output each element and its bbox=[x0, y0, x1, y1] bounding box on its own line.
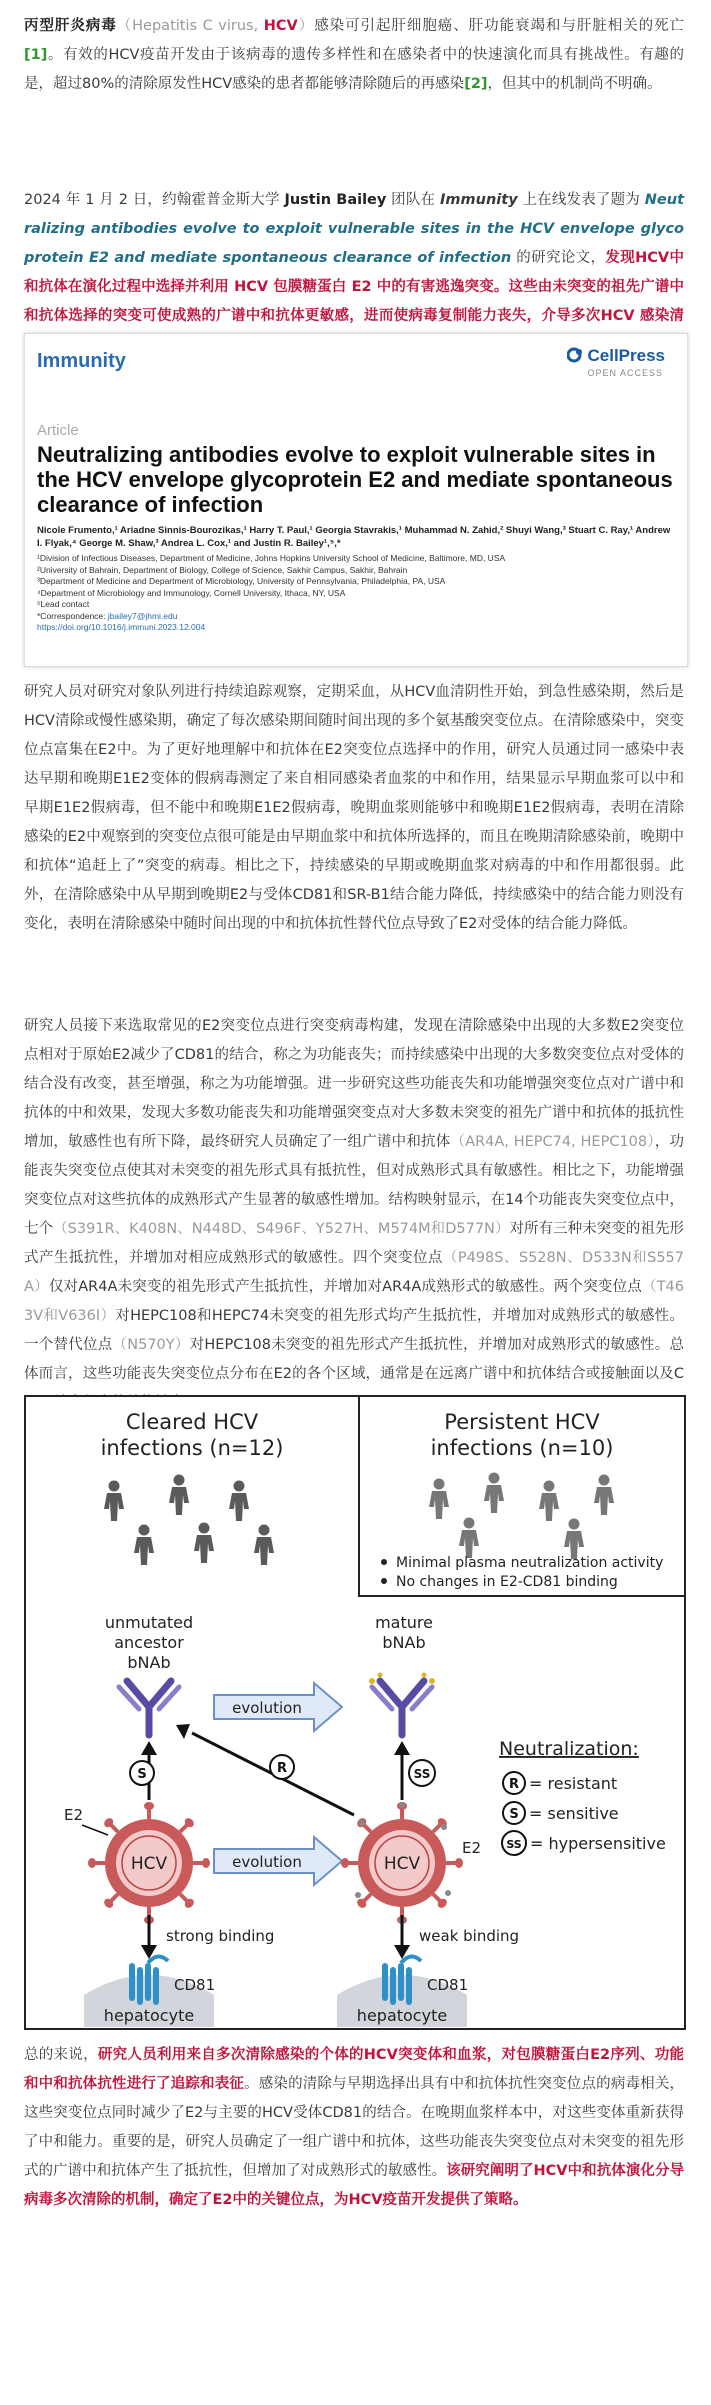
hcv-label-right: HCV bbox=[383, 1854, 421, 1874]
bullet-2: No changes in E2-CD81 binding bbox=[396, 1574, 618, 1590]
correspondence-email[interactable]: jbailey7@jhmi.edu bbox=[107, 610, 178, 621]
persistent-title-1: Persistent HCV bbox=[444, 1410, 600, 1434]
p4-text-3: 对所有三种未突变的祖先形式产生抵抗性，并增加对相应成熟形式的敏感性。四个突变位点 bbox=[24, 1221, 685, 1266]
affiliation-1: ¹Division of Infectious Diseases, Department of Medicine, Johns Hopkins University School of Medicine, Baltimore, MD, USA bbox=[37, 553, 506, 563]
conclusion-text-2: 。感染的清除与早期选择出具有中和抗体抗性突变位点的病毒相关，这些突变位点同时减少了E2与主要的HCV受体CD81的结合。在晚期血浆样本中，对这些变体重新获得了中和能力。重要的是，研究人员确定了一组广谱中和抗体，这些功能丧失突变位点对未突变的祖先形式的广谱中和抗体产生了抵抗性，但增加了对成熟形式的敏感性。 bbox=[24, 2076, 685, 2179]
news-journal: Immunity bbox=[440, 192, 518, 208]
p4-text-6: 对HEPC108未突变的祖先形式产生抵抗性，并增加对成熟形式的敏感性。总体而言，这些功能丧失突变位点分布在E2的各个区域，通常是在远离广谱中和抗体结合或接触面以及C bbox=[24, 1337, 684, 1382]
intro-text-2: 。有效的HCV疫苗开发由于该病毒的遗传多样性和在感染者中的快速演化而具有挑战性。有趣的是，超过80%的清除原发性HCV感染的患者都能够清除随后的再感染 bbox=[24, 47, 684, 92]
legend-r-text: = resistant bbox=[529, 1774, 618, 1793]
mature-label-1: mature bbox=[375, 1613, 433, 1632]
hepatocyte-label-left: hepatocyte bbox=[103, 2006, 195, 2025]
p4-antibodies: （AR4A, HEPC74, HEPC108） bbox=[450, 1134, 655, 1150]
news-text-3: 上在线发表了题为 bbox=[517, 192, 645, 208]
article-card bbox=[24, 333, 688, 667]
news-text-4: 的研究论文， bbox=[511, 250, 606, 266]
legend-ss-text: = hypersensitive bbox=[530, 1834, 666, 1853]
ref-1[interactable]: [1] bbox=[24, 47, 48, 63]
legend-s-letter: S bbox=[509, 1807, 519, 1822]
news-author: Justin Bailey bbox=[284, 192, 387, 208]
conclusion-highlight-2: 该研究阐明了HCV中和抗体演化分导病毒多次清除的机制，确定了E2中的关键位点，为HCV疫苗开发提供了策略。 bbox=[24, 2163, 684, 2208]
p4-sites-7: （S391R、K408N、N448D、S496F、Y527H、M574M和D577N） bbox=[53, 1221, 510, 1237]
article-type: Article bbox=[37, 422, 79, 439]
unmutated-label-2: ancestor bbox=[114, 1633, 184, 1652]
term-hcv-cn: 丙型肝炎病毒 bbox=[24, 18, 117, 34]
affiliation-4: ⁴Department of Microbiology and Immunology, Cornell University, Ithaca, NY, USA bbox=[37, 587, 346, 598]
conclusion-highlight-1: 研究人员利用来自多次清除感染的个体的HCV突变体和血浆，对包膜糖蛋白E2序列、功能和中和抗体抗性进行了追踪和表征 bbox=[24, 2047, 684, 2092]
affiliation-3: ³Department of Medicine and Department of Microbiology, University of Pennsylvania, Philadelphia, PA, USA bbox=[37, 576, 446, 586]
affiliation-6 bbox=[37, 611, 677, 623]
strong-binding-label: strong binding bbox=[166, 1927, 275, 1945]
legend-ss-letter: SS bbox=[506, 1838, 522, 1851]
article-doi[interactable]: https://doi.org/10.1016/j.immuni.2023.12.004 bbox=[37, 622, 206, 632]
publisher-logo bbox=[567, 346, 666, 366]
article-title: Neutralizing antibodies evolve to exploit vulnerable sites in the HCV envelope glycoprotein E2 and mediate spontaneous clearance of infection bbox=[37, 442, 673, 517]
open-access-label: OPEN ACCESS bbox=[587, 368, 663, 378]
hepatocyte-label-right: hepatocyte bbox=[356, 2006, 448, 2025]
news-paper-title: Neutralizing antibodies evolve to exploit vulnerable sites in the HCV envelope glycoprotein E2 and mediate spontaneous clearance of infection bbox=[24, 192, 685, 266]
p4-text-2: ，功能丧失突变位点使其对未突变的祖先形式具有抵抗性，但对成熟形式具有敏感性。相比之下，功能增强突变位点对这些抗体的成熟形式产生显著的敏感性增加。结构映射显示，在14个功能丧失突变位点中，七个 bbox=[24, 1134, 685, 1237]
intro-text-1: 感染可引起肝细胞癌、肝功能衰竭和与肝脏相关的死亡 bbox=[314, 18, 685, 34]
e2-label-left: E2 bbox=[64, 1806, 84, 1824]
ref-2[interactable]: [2] bbox=[464, 76, 488, 92]
cleared-title-2: infections (n=12) bbox=[100, 1436, 284, 1460]
hcv-virus-left bbox=[88, 1802, 210, 1924]
paragraph-4 bbox=[24, 1012, 684, 1418]
r-badge-label: R bbox=[276, 1761, 288, 1776]
conclusion-paragraph bbox=[24, 2041, 684, 2215]
legend-s-text: = sensitive bbox=[529, 1804, 619, 1823]
cd81-label-left: CD81 bbox=[174, 1976, 216, 1994]
weak-binding-label: weak binding bbox=[419, 1927, 520, 1945]
p4-text-1: 研究人员接下来选取常见的E2突变位点进行突变病毒构建，发现在清除感染中出现的大多数E2突变位点相对于原始E2减少了CD81的结合，称之为功能丧失；而持续感染中出现的大多数突变位点对受体的结合没有改变，甚至增强，称之为功能增强。进一步研究这些功能丧失和功能增强突变位点对广谱中和抗体的中和效果，发现大多数功能丧失和功能增强突变点对大多数未突变的祖先广谱中和抗体的抵抗性增加，敏感性也有所下降，最终研究人员确定了一组广谱中和抗体 bbox=[24, 1018, 684, 1150]
affiliation-2: ²University of Bahrain, Department of Biology, College of Science, Sakhir Campus, Sakhir, Bahrain bbox=[37, 564, 408, 575]
evolution-label-top: evolution bbox=[232, 1699, 302, 1717]
journal-logo: Immunity bbox=[37, 350, 126, 372]
conclusion-text-1: 总的来说， bbox=[24, 2047, 98, 2063]
mature-label-2: bNAb bbox=[382, 1633, 426, 1652]
correspondence-label: *Correspondence: bbox=[37, 610, 108, 621]
s-badge-label: S bbox=[137, 1767, 147, 1782]
cd81-label-right: CD81 bbox=[427, 1976, 469, 1994]
news-text-1: 2024 年 1 月 2 日，约翰霍普金斯大学 bbox=[24, 192, 285, 208]
p4-sites-1: （N570Y） bbox=[112, 1337, 190, 1353]
evolution-label-bottom: evolution bbox=[232, 1853, 302, 1871]
news-highlight: 发现HCV中和抗体在演化过程中选择并利用 HCV 包膜糖蛋白 E2 中的有害逃逸突变。这些由未突变的祖先广谱中和抗体选择的突变可使成熟的广谱中和抗体更敏感，进而使病毒复制能力丧失，介导多次HCV 感染清 bbox=[24, 250, 685, 324]
term-en-open: （Hepatitis C virus, bbox=[116, 18, 264, 34]
ss-badge-label: SS bbox=[413, 1767, 431, 1781]
article-authors: Nicole Frumento,¹ Ariadne Sinnis-Bourozikas,¹ Harry T. Paul,¹ Georgia Stavrakis,¹ Muhammad N. Zahid,² Shuyi Wang,³ Stuart C. Ray,¹ Andrew I. Flyak,⁴ George M. Shaw,³ Andrea L. Cox,¹ and Justin R. Bailey¹,⁵,* bbox=[37, 525, 671, 549]
cleared-title-1: Cleared HCV bbox=[125, 1410, 259, 1434]
e2-label-right: E2 bbox=[462, 1839, 482, 1857]
neutralization-legend-title: Neutralization: bbox=[499, 1738, 639, 1760]
publisher-name: CellPress bbox=[587, 346, 665, 365]
article-affiliations bbox=[37, 553, 677, 634]
hcv-virus-right bbox=[341, 1802, 463, 1924]
p4-text-4: 仅对AR4A未突变的祖先形式产生抵抗性，并增加对AR4A成熟形式的敏感性。两个突变位点 bbox=[48, 1279, 642, 1295]
affiliation-5: ⁵Lead contact bbox=[37, 599, 90, 609]
bullet-1: Minimal plasma neutralization activity bbox=[396, 1555, 664, 1571]
legend-r-letter: R bbox=[508, 1777, 520, 1792]
hcv-label-left: HCV bbox=[130, 1854, 168, 1874]
unmutated-label-1: unmutated bbox=[104, 1613, 194, 1632]
p4-text-5: 对HEPC108和HEPC74未突变的祖先形式均产生抵抗性，并增加对成熟形式的敏感性。一个替代位点 bbox=[24, 1308, 684, 1353]
intro-text-3: ，但其中的机制尚不明确。 bbox=[487, 76, 662, 92]
p4-sites-2: （T463V和V636I） bbox=[24, 1279, 685, 1324]
intro-paragraph bbox=[24, 12, 684, 99]
news-text-2: 团队在 bbox=[386, 192, 441, 208]
persistent-title-2: infections (n=10) bbox=[430, 1436, 614, 1460]
bullet-dot-2 bbox=[381, 1578, 387, 1584]
graphical-abstract bbox=[24, 1395, 686, 2030]
p4-sites-4: （P498S、S528N、D533N和S557A） bbox=[24, 1250, 685, 1295]
cellpress-icon bbox=[567, 347, 585, 363]
unmutated-label-3: bNAb bbox=[127, 1653, 171, 1672]
term-en-close: ） bbox=[297, 18, 315, 34]
term-abbr: HCV bbox=[263, 18, 298, 34]
paragraph-3: 研究人员对研究对象队列进行持续追踪观察，定期采血，从HCV血清阴性开始，到急性感染期，然后是HCV清除或慢性感染期，确定了每次感染期间随时间出现的多个氨基酸突变位点。在清除感染中，突变位点富集在E2中。为了更好地理解中和抗体在E2突变位点选择中的作用，研究人员通过同一感染中表达早期和晚期E1E2变体的假病毒测定了来自相同感染者血浆的中和作用，结果显示早期血浆可以中和早期E1E2假病毒，但不能中和晚期E1E2假病毒，晚期血浆则能够中和晚期E1E2假病毒，表明在清除感染的E2中观察到的突变位点很可能是由早期血浆中和抗体所选择的，而且在晚期清除感染前，晚期中和抗体“追赶上了”突变的病毒。相比之下，持续感染的早期或晚期血浆对病毒的中和作用都很弱。此外，在清除感染中从早期到晚期E2与受体CD81和SR-B1结合能力降低，持续感染中的结合能力则没有变化，表明在清除感染中随时间出现的中和抗体抗性替代位点导致了E2对受体的结合能力降低。 bbox=[24, 684, 684, 932]
bullet-dot-1 bbox=[381, 1559, 387, 1565]
